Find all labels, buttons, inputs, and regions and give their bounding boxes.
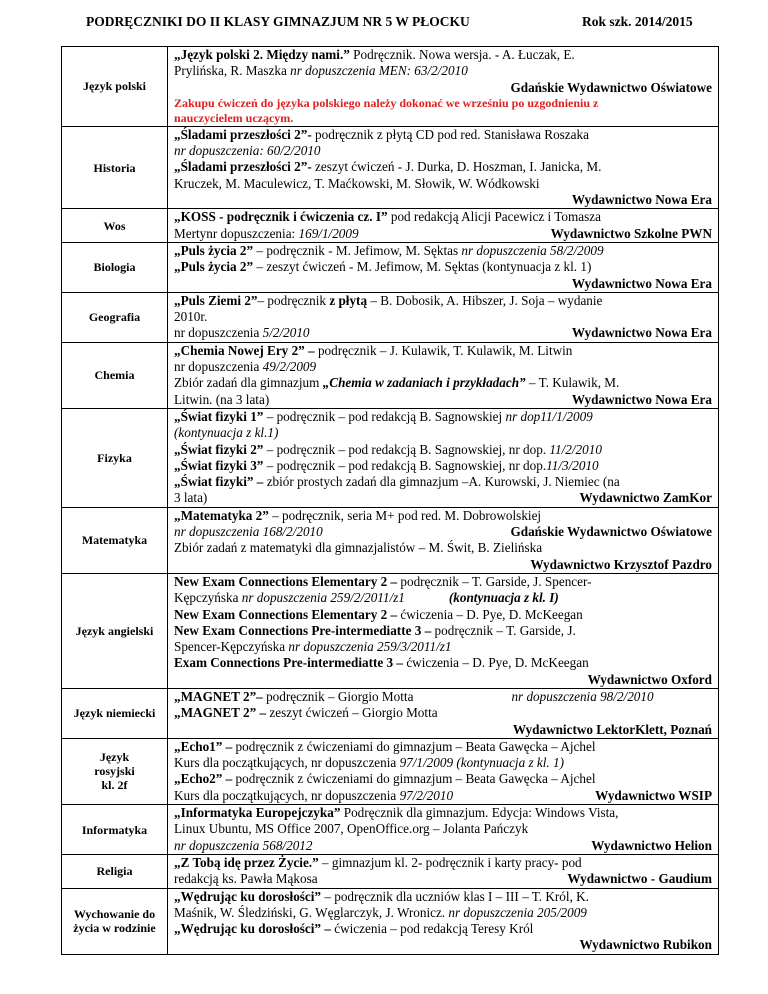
- table-row: [62, 126, 719, 208]
- publisher: Wydawnictwo Nowa Era: [571, 275, 712, 291]
- entry-line: Zbiór zadań z matematyki dla gimnazjalistów – M. Świt, B. Zielińska: [174, 540, 543, 556]
- entry-line: Spencer-Kępczyńska nr dopuszczenia 259/3/2011/z1: [174, 639, 452, 655]
- content-cell: [168, 854, 719, 888]
- subject-cell: Matematyka: [62, 507, 168, 573]
- entry-line: „Chemia Nowej Ery 2” – podręcznik – J. Kulawik, T. Kulawik, M. Litwin: [174, 342, 573, 358]
- entry-line: redakcją ks. Pawła Mąkosa Wydawnictwo - Gaudium: [174, 871, 712, 887]
- entry-line: „Matematyka 2” – podręcznik, seria M+ pod red. M. Dobrowolskiej: [174, 507, 542, 523]
- table-row: [62, 854, 719, 888]
- content-cell: [168, 805, 719, 855]
- subject-cell: Biologia: [62, 242, 168, 292]
- subject-cell: Fizyka: [62, 408, 168, 507]
- entry-line: „Wędrując ku dorosłości” – ćwiczenia – pod redakcją Teresy Król: [174, 921, 534, 937]
- entry-line: „Puls życia 2” – podręcznik - M. Jefimow, M. Sęktas nr dopuszczenia 58/2/2009: [174, 242, 604, 258]
- entry-line: „Świat fizyki” – zbiór prostych zadań dla gimnazjum –A. Kurowski, J. Niemiec (na: [174, 474, 620, 490]
- subject-cell: Język niemiecki: [62, 688, 168, 738]
- entry-line: „Wędrując ku dorosłości” – podręcznik dla uczniów klas I – III – T. Król, K.: [174, 888, 589, 904]
- publisher: Wydawnictwo Nowa Era: [571, 391, 712, 407]
- publisher: Wydawnictwo Nowa Era: [571, 192, 712, 208]
- table-row: [62, 342, 719, 408]
- entry-line: „Informatyka Europejczyka” Podręcznik dla gimnazjum. Edycja: Windows Vista,: [174, 805, 619, 821]
- entry-line: „Śladami przeszłości 2”- podręcznik z płytą CD pod red. Stanisława Roszaka: [174, 126, 589, 142]
- subject-cell: Wos: [62, 209, 168, 243]
- entry-line: Exam Connections Pre-intermediatte 3 – ćwiczenia – D. Pye, D. McKeegan: [174, 655, 589, 671]
- subject-cell: Religia: [62, 854, 168, 888]
- entry-line: „Język polski 2. Między nami.” Podręcznik. Nowa wersja. - A. Łuczak, E.: [174, 47, 575, 62]
- table-row: [62, 573, 719, 688]
- content-cell: [168, 342, 719, 408]
- content-cell: [168, 242, 719, 292]
- content-cell: [168, 292, 719, 342]
- content-cell: [168, 209, 719, 243]
- entry-line: Litwin. (na 3 lata) Wydawnictwo Nowa Era: [174, 391, 712, 407]
- publisher: Wydawnictwo Szkolne PWN: [550, 225, 712, 241]
- content-cell: [168, 888, 719, 954]
- entry-line: nr dopuszczenia 168/2/2010 Gdańskie Wydawnictwo Oświatowe: [174, 524, 712, 540]
- table-row: [62, 888, 719, 954]
- subject-cell: Chemia: [62, 342, 168, 408]
- table-row: [62, 507, 719, 573]
- subject-cell: Historia: [62, 126, 168, 208]
- content-cell: [168, 507, 719, 573]
- table-row: [62, 242, 719, 292]
- publisher: Wydawnictwo LektorKlett, Poznań: [512, 721, 712, 737]
- table-row: [62, 688, 719, 738]
- subject-cell: Język angielski: [62, 573, 168, 688]
- publisher: Wydawnictwo Rubikon: [579, 937, 712, 953]
- subject-cell: Język rosyjski kl. 2f: [62, 738, 168, 804]
- textbook-table: [61, 46, 719, 955]
- entry-line: Kępczyńska nr dopuszczenia 259/2/2011/z1 (kontynuacja z kl. I): [174, 590, 559, 606]
- content-cell: [168, 573, 719, 688]
- publisher: Wydawnictwo Krzysztof Pazdro: [530, 556, 712, 572]
- publisher: Gdańskie Wydawnictwo Oświatowe: [510, 524, 712, 540]
- publisher: Gdańskie Wydawnictwo Oświatowe: [510, 79, 712, 95]
- subject-cell: Geografia: [62, 292, 168, 342]
- subject-cell: Język polski: [62, 47, 168, 127]
- note: nauczycielem uczącym.: [174, 110, 294, 125]
- entry-line: Kurs dla początkujących, nr dopuszczenia 97/2/2010 Wydawnictwo WSIP: [174, 787, 712, 803]
- table-row: [62, 408, 719, 507]
- entry-line: „Świat fizyki 1” – podręcznik – pod redakcją B. Sagnowskiej nr dop11/1/2009: [174, 408, 593, 424]
- publisher: Wydawnictwo Helion: [591, 837, 712, 853]
- entry-line: „Świat fizyki 2” – podręcznik – pod redakcją B. Sagnowskiej, nr dop. 11/2/2010: [174, 441, 602, 457]
- publisher: Wydawnictwo Oxford: [587, 671, 712, 687]
- subject-cell: Wychowanie do życia w rodzinie: [62, 888, 168, 954]
- entry-line: „Puls życia 2” – zeszyt ćwiczeń - M. Jefimow, M. Sęktas (kontynuacja z kl. 1): [174, 259, 592, 275]
- content-cell: [168, 126, 719, 208]
- entry-line: „Puls Ziemi 2”– podręcznik z płytą – B. Dobosik, A. Hibszer, J. Soja – wydanie: [174, 292, 603, 308]
- entry-line: „Z Tobą idę przez Życie.” – gimnazjum kl. 2- podręcznik i karty pracy- pod: [174, 854, 582, 870]
- entry-line: 3 lata) Wydawnictwo ZamKor: [174, 490, 712, 506]
- entry-line: Zbiór zadań dla gimnazjum „Chemia w zadaniach i przykładach” – T. Kulawik, M.: [174, 375, 620, 391]
- publisher: Wydawnictwo ZamKor: [579, 490, 712, 506]
- entry-line: 2010r.: [174, 309, 208, 325]
- entry-line: „Echo2” – podręcznik z ćwiczeniami do gimnazjum – Beata Gawęcka – Ajchel: [174, 771, 596, 787]
- entry-line: Kruczek, M. Maculewicz, T. Maćkowski, M. Słowik, W. Wódkowski: [174, 175, 540, 191]
- entry-line: New Exam Connections Elementary 2 – ćwiczenia – D. Pye, D. McKeegan: [174, 606, 583, 622]
- publisher: Wydawnictwo Nowa Era: [571, 325, 712, 341]
- entry-line: „Świat fizyki 3” – podręcznik – pod redakcją B. Sagnowskiej, nr dop.11/3/2010: [174, 457, 599, 473]
- table-row: [62, 292, 719, 342]
- publisher: Wydawnictwo - Gaudium: [567, 871, 712, 887]
- entry-line: „Śladami przeszłości 2”- zeszyt ćwiczeń - J. Durka, D. Hoszman, I. Janicka, M.: [174, 159, 602, 175]
- entry-line: nr dopuszczenia 5/2/2010 Wydawnictwo Nowa Era: [174, 325, 712, 341]
- page-header: [0, 14, 768, 36]
- entry-line: Maśnik, W. Śledziński, G. Węglarczyk, J. Wronicz. nr dopuszczenia 205/2009: [174, 904, 587, 920]
- subject-cell: Informatyka: [62, 805, 168, 855]
- entry-line: Kurs dla początkujących, nr dopuszczenia 97/1/2009 (kontynuacja z kl. 1): [174, 755, 565, 771]
- entry-line: (kontynuacja z kl.1): [174, 425, 279, 441]
- entry-line: nr dopuszczenia 568/2012 Wydawnictwo Helion: [174, 837, 712, 853]
- content-cell: [168, 688, 719, 738]
- content-cell: [168, 738, 719, 804]
- entry-line: „MAGNET 2” – zeszyt ćwiczeń – Giorgio Motta: [174, 705, 438, 721]
- entry-line: Mertynr dopuszczenia: 169/1/2009 Wydawnictwo Szkolne PWN: [174, 225, 712, 241]
- content-cell: [168, 408, 719, 507]
- entry-line: nr dopuszczenia: 60/2/2010: [174, 143, 321, 159]
- school-year: Rok szk. 2014/2015: [582, 14, 693, 29]
- content-cell: [168, 47, 719, 127]
- publisher: Wydawnictwo WSIP: [595, 787, 712, 803]
- entry-line: New Exam Connections Elementary 2 – podręcznik – T. Garside, J. Spencer-: [174, 573, 592, 589]
- entry-line: „Echo1” – podręcznik z ćwiczeniami do gimnazjum – Beata Gawęcka – Ajchel: [174, 738, 596, 754]
- entry-line: „KOSS - podręcznik i ćwiczenia cz. I” pod redakcją Alicji Pacewicz i Tomasza: [174, 209, 601, 225]
- note: Zakupu ćwiczeń do języka polskiego należy dokonać we wrześniu po uzgodnieniu z: [174, 95, 599, 110]
- entry-line: New Exam Connections Pre-intermediatte 3 – podręcznik – T. Garside, J.: [174, 622, 576, 638]
- page-title: PODRĘCZNIKI DO II KLASY GIMNAZJUM NR 5 W PŁOCKU: [86, 14, 470, 29]
- table-row: [62, 738, 719, 804]
- table-row: [62, 47, 719, 127]
- entry-line: „MAGNET 2”– podręcznik – Giorgio Motta nr dopuszczenia 98/2/2010: [174, 688, 654, 704]
- entry-line: Linux Ubuntu, MS Office 2007, OpenOffice.org – Jolanta Pańczyk: [174, 821, 529, 837]
- table-row: [62, 209, 719, 243]
- entry-line: Prylińska, R. Maszka nr dopuszczenia MEN: 63/2/2010: [174, 63, 468, 79]
- entry-line: nr dopuszczenia 49/2/2009: [174, 359, 317, 375]
- table-row: [62, 805, 719, 855]
